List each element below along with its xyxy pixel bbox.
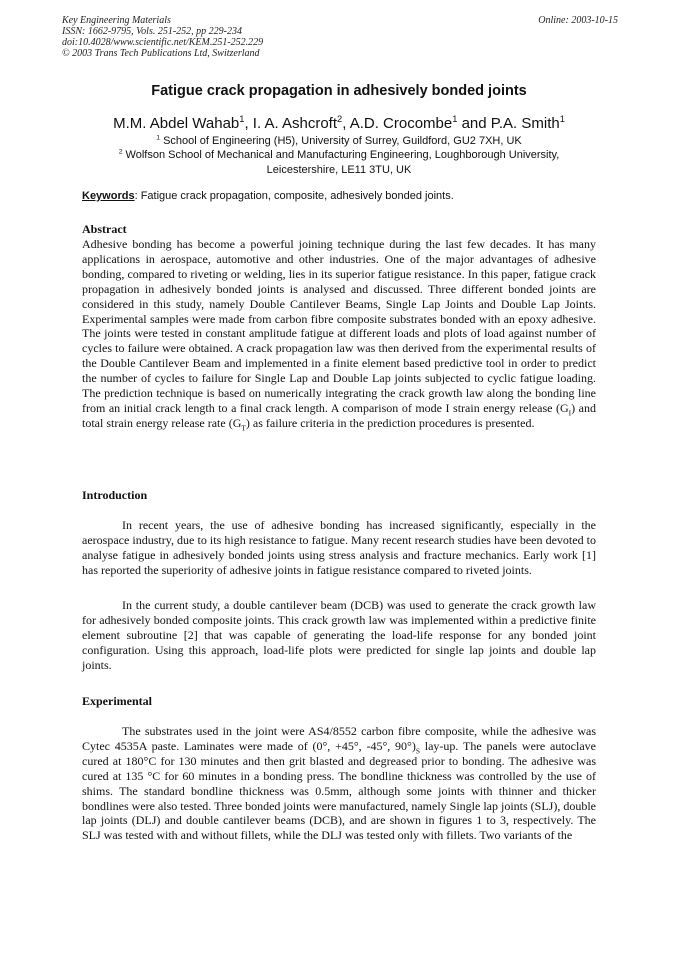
affiliation-2-line-1: $^2$ Wolfson School of Mechanical and Manufacturing Engineering, Loughborough University, <box>118 148 560 161</box>
author: M.M. Abdel Wahab$^1$, <box>113 114 253 132</box>
journal-header <box>62 15 618 59</box>
abstract-heading: Abstract <box>82 222 127 236</box>
experimental-paragraph-1: The substrates used in the joint were AS4/8552 carbon fibre composite, while the adhesive was Cytec 4535A paste. Laminates were made of (0°, +45°, -45°, $90^\circ)_S$ lay-up. The panels were autoclave cured at 180°C for 130 minutes and then grit blasted and degreased prior to bonding. The adhesive was cured at 135 °C for 60 minutes in a bonding press. The bondline thickness was controlled by the use of shims. The standard bondline thickness was 0.5mm, although some joints with thinner and thicker bondlines were also tested. Three bonded joints were manufactured, namely Single lap joints (SLJ), double lap joints (DLJ) and double cantilever beams (DCB), and are shown in figures 1 to 3, respectively. The SLJ was tested with and without fillets, while the DLJ was tested only with fillets. Two variants of the <box>82 724 596 843</box>
keywords-label: Keywords <box>82 190 135 202</box>
paper-title: Fatigue crack propagation in adhesively bonded joints <box>151 83 527 99</box>
online-date: Online: 2003-10-15 <box>538 15 618 26</box>
introduction-paragraph-1: In recent years, the use of adhesive bonding has increased significantly, especially in the aerospace industry, due to its high resistance to fatigue. Many recent research studies have been devoted to analyse fatigue in adhesively bonded joints using stress analysis and fracture mechanics. Early work [1] has reported the superiority of adhesive joints in fatigue resistance compared to riveted joints. <box>82 518 596 577</box>
abstract-paragraph: Adhesive bonding has become a powerful joining technique during the last few decades. It has many applications in aerospace, automotive and other industries. One of the major advantages of adhesive bonding, compared to riveting or welding, lies in its superior fatigue resistance. In this paper, fatigue crack propagation in adhesively bonded joints is analysed and discussed. Three different bonded joints are considered in this study, namely Double Cantilever Beams, Single Lap Joints and Double Lap Joints. Experimental samples were made from carbon fibre composite substrates bonded with an epoxy adhesive. The joints were tested in constant amplitude fatigue at different loads and plots of load against number of cycles to failure were obtained. A crack propagation law was then derived from the experimental results of the Double Cantilever Beam and implemented in a finite element based predictive tool in order to predict the number of cycles to failure for Single Lap and Double Lap joints subjected to cyclic fatigue loading. The prediction technique is based on numerically integrating the crack growth law along the bonding line from an initial crack length to a final crack length. A comparison of mode I strain energy release $(G_I)$ and total strain energy release rate $(G_T)$ as failure criteria in the prediction procedures is presented. <box>82 237 596 433</box>
journal-name: Key Engineering Materials <box>62 15 171 26</box>
introduction-heading: Introduction <box>82 488 148 502</box>
journal-copyright: © 2003 Trans Tech Publications Ltd, Switzerland <box>62 48 260 59</box>
keywords-line <box>82 190 602 202</box>
journal-issn: ISSN: 1662-9795, Vols. 251-252, pp 229-234 <box>62 26 242 37</box>
author: P.A. Smith$^1$ <box>490 114 565 132</box>
introduction-paragraph-2: In the current study, a double cantilever beam (DCB) was used to generate the crack growth law for adhesively bonded composite joints. This crack growth law was implemented within a predictive finite element subroutine [2] that was capable of generating the load-life response for any bonded joint configuration. Using this approach, load-life plots were predicted for single lap joints and double lap joints. <box>82 598 596 672</box>
author: I. A. Ashcroft$^2$, <box>252 114 350 132</box>
affiliation-2-line-2: Leicestershire, LE11 3TU, UK <box>266 164 412 176</box>
author-list <box>0 115 678 132</box>
author: A.D. Crocombe$^1$ and <box>349 114 491 132</box>
keywords-text: : Fatigue crack propagation, composite, adhesively bonded joints. <box>134 190 454 202</box>
experimental-heading: Experimental <box>82 694 152 708</box>
affiliation-1: $^1$ School of Engineering (H5), University of Surrey, Guildford, GU2 7XH, UK <box>156 134 522 147</box>
journal-doi: doi:10.4028/www.scientific.net/KEM.251-252.229 <box>62 37 264 48</box>
